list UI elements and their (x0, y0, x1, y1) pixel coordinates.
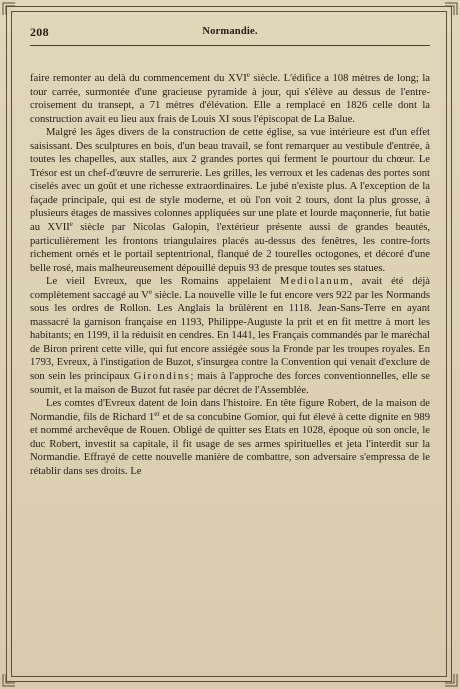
corner-ornament-icon (2, 673, 16, 687)
page-header (30, 25, 430, 41)
corner-ornament-icon (2, 2, 16, 16)
paragraph-3: Le vieil Evreux, que les Romains appelaient Mediolanum, avait été déjà complètement saccagé au Ve siècle. La nouvelle ville le fut encore vers 922 par les Normands sous les ordres de Rollon. Les Anglais la brûlèrent en 1118. Jean-Sans-Terre en ayant massacré la garnison française en 1193, Philippe-Auguste la prit et en fit mettre à mort les habitants; en 1199, il la réduisit en cendres. En 1441, les Français commandés par le maréchal de Biron prirent cette ville, qui fut encore assiégée sous la Fronde par les troupes royales. En 1793, Evreux, à l'instigation de Buzot, s'insurgea contre la Convention qui venait d'exclure de son sein les principaux Girondins; mais à l'approche des forces conventionnelles, elle se soumit, et la maison de Buzot fut rasée par décret de l'Assemblée. (30, 276, 431, 396)
corner-ornament-icon (444, 2, 458, 16)
paragraph-4: Les comtes d'Evreux datent de loin dans l'histoire. En tête figure Robert, de la maison de Normandie, fils de Richard 1er et de sa concubine Gomior, qui fut élevé à cette dignite en 989 et nommé archevêque de Rouen. Obligé de quitter ses Etats en 1028, époque où son oncle, le duc Robert, investit sa capitale, il fit usage de ses armes spirituelles et jeta l'interdit sur la Normandie. Effrayé de cette nouvelle manière de combattre, son adversaire s'empressa de le rétablir dans ses droits. Le (30, 398, 430, 477)
corner-ornament-icon (444, 673, 458, 687)
body-text (30, 72, 430, 478)
paragraph-1: faire remonter au delà du commencement du XVIe siècle. L'édifice a 108 mètres de long; la tour carrée, surmontée d'une gracieuse pyramide à jour, qui s'élève au dessus de l'entre-croisement du transept, a 71 mètres d'élévation. Elle a remplacé en 1826 celle dont la construction avait eu lieu aux frais de Louis XI sous l'épiscopat de La Balue. (30, 71, 430, 125)
paragraph-2: Malgré les âges divers de la construction de cette église, sa vue intérieure est d'un effet saisissant. Des sculptures en bois, d'un beau travail, se font remarquer au vestibule d'entrée, à toutes les chapelles, aux stalles, aux 2 grandes portes qui ferment le pourtour du chœur. Le Trésor est un chef-d'œuvre de serrurerie. Les grilles, les verroux et les cadenas des portes sont ciselés avec un goût et une richesse extraordinaires. Le jubé n'existe plus. A l'exception de la façade principale, qui est de style moderne, et où l'on voit 2 tours, dont la plus grosse, à plusieurs étages de massives colonnes appliquées sur une plate et lourde maçonnerie, fut batie au XVIIe siècle par Nicolas Galopin, l'extérieur présente aussi de grandes beautés, particulièrement les frontons triangulaires placés au-dessus des fenêtres, les contre-forts richement ornés et le portail septentrional, flanqué de 2 tourelles octogones, et décoré d'une belle rosé, mais malheureusement dépouillé depuis 93 de presque toutes ses statues. (30, 127, 430, 274)
spaced-term: Mediolanum (279, 276, 351, 288)
page-number: 208 (30, 25, 49, 39)
spaced-term: Girondins (133, 371, 191, 383)
header-rule (30, 45, 430, 46)
running-title: Normandie. (202, 26, 258, 37)
